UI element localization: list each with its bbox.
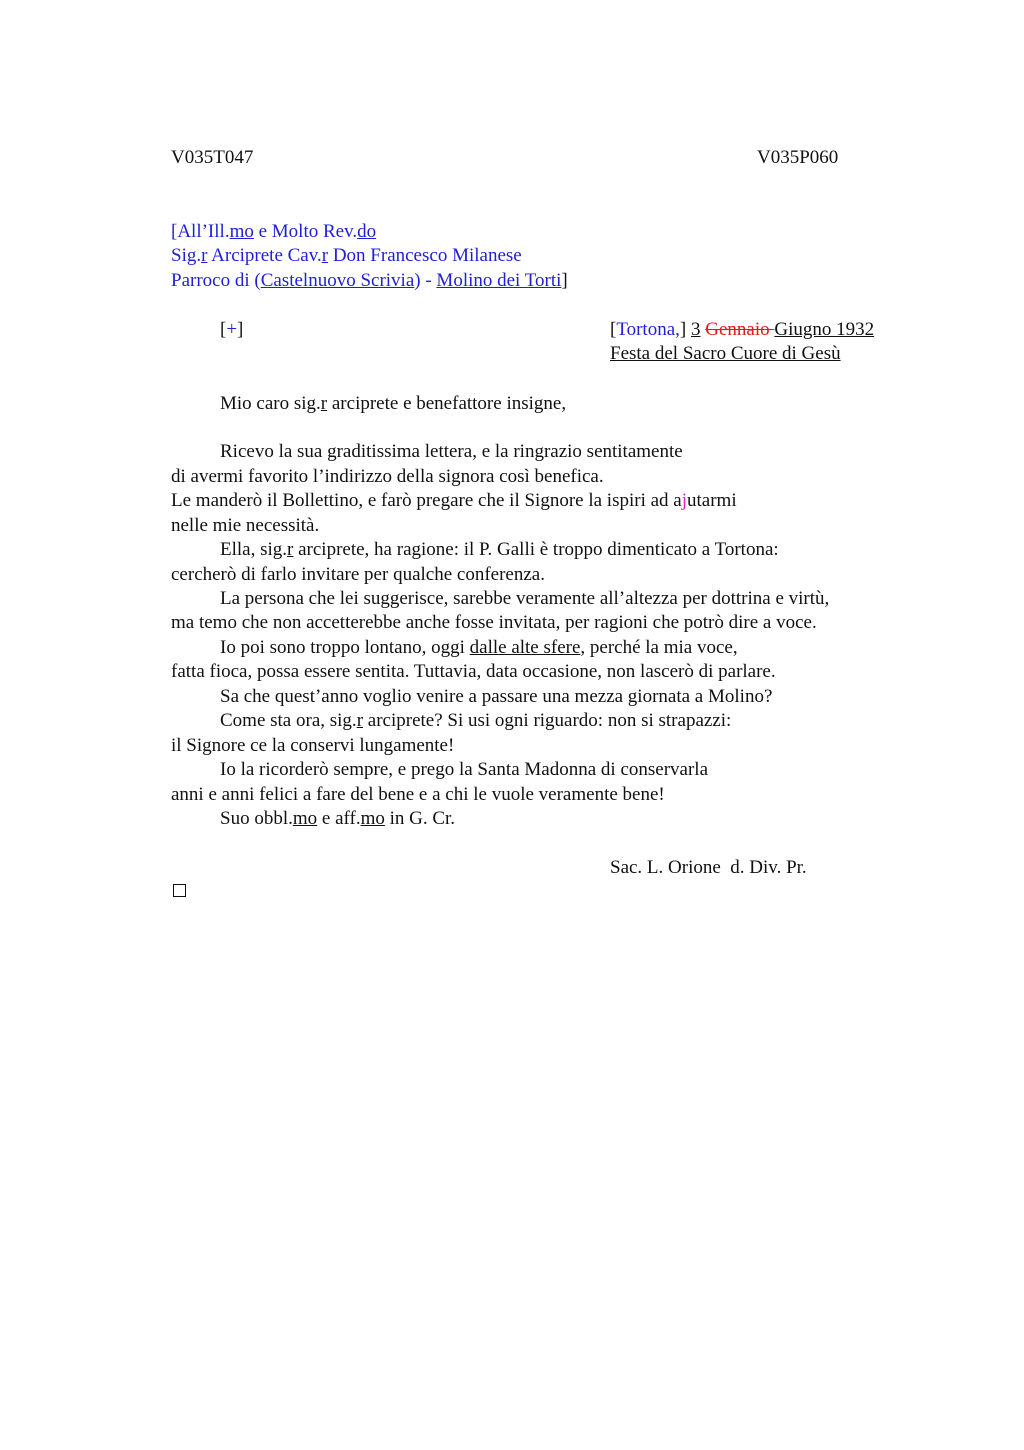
body-text: Le manderò il Bollettino, e farò pregare che il Signore la ispiri ad a [171,490,682,511]
body-text: , perché la mia voce, [580,637,738,658]
greeting-text: Mio caro sig. [220,393,321,414]
body-text: Ella, sig. [220,539,288,560]
body-text: e aff. [317,808,361,829]
signature: Sac. L. Orione d. Div. Pr. [610,857,807,878]
end-marker-box-icon [173,884,186,897]
body-line: La persona che lei suggerisce, sarebbe veramente all’altezza per dottrina e virtù, [220,588,830,609]
body-line: Ricevo la sua graditissima lettera, e la ringrazio sentitamente [220,441,683,462]
address-abbr: r [201,245,208,266]
cross-icon: + [226,319,238,340]
body-emphasis: dalle alte sfere [469,637,581,658]
body-abbr: r [287,539,294,560]
address-text: Parroco di ( [171,270,261,291]
body-line [220,636,738,660]
date-month-year: Giugno 1932 [774,319,875,340]
address-line-2 [171,244,522,268]
bracket: ] [679,319,691,340]
body-line: ma temo che non accetterebbe anche fosse invitata, per ragioni che potrò dire a voce. [171,612,817,633]
body-text: Come sta ora, sig. [220,710,357,731]
bracket: ] [237,319,244,340]
date-day: 3 [690,319,701,340]
body-text: in G. Cr. [384,808,456,829]
body-line: Sa che quest’anno voglio venire a passare una mezza giornata a Molino? [220,686,773,707]
struck-month: Gennaio [705,319,775,340]
bracket: [ [610,319,617,340]
body-abbr: r [356,710,364,731]
document-code-right: V035P060 [757,147,839,168]
address-line-3 [171,269,568,293]
address-place-link: Molino dei Torti [436,270,562,291]
closing-line [220,807,455,831]
address-line-1 [171,220,376,244]
body-text: Io poi sono troppo lontano, oggi [220,637,470,658]
address-bracket: ] [561,270,568,291]
body-abbr: mo [292,808,318,829]
body-line: nelle mie necessità. [171,515,320,536]
body-line: il Signore ce la conservi lungamente! [171,735,455,756]
greeting [220,392,566,416]
body-line: Io la ricorderò sempre, e prego la Santa Madonna di conservarla [220,759,708,780]
body-line: fatta fioca, possa essere sentita. Tuttavia, data occasione, non lascerò di parlare. [171,661,776,682]
address-place-link: Castelnuovo Scrivia [260,270,415,291]
address-text: Arciprete Cav. [207,245,322,266]
body-text: arciprete, ha ragione: il P. Galli è troppo dimenticato a Tortona: [293,539,779,560]
body-text: arciprete? Si usi ogni riguardo: non si strapazzi: [363,710,732,731]
address-abbr: mo [229,221,254,242]
body-abbr: mo [360,808,385,829]
body-text: utarmi [687,490,737,511]
cross-mark [220,318,243,342]
address-text: ) - [414,270,437,291]
greeting-text: arciprete e benefattore insigne, [327,393,567,414]
body-line [220,709,731,733]
date-place: Tortona, [616,319,680,340]
body-line [220,538,779,562]
document-code-left: V035T047 [171,147,254,168]
corrected-letter: j [681,490,687,511]
address-abbr: r [321,245,329,266]
bracket: [ [220,319,227,340]
address-text: [All’Ill. [171,221,230,242]
address-text: Don Francesco Milanese [328,245,522,266]
address-abbr: do [357,221,377,242]
feast-day: Festa del Sacro Cuore di Gesù [610,343,841,364]
greeting-abbr: r [320,393,328,414]
body-line: anni e anni felici a fare del bene e a chi le vuole veramente bene! [171,784,665,805]
dateline [610,318,874,342]
body-line: cercherò di farlo invitare per qualche conferenza. [171,564,545,585]
body-text: Suo obbl. [220,808,293,829]
body-line [171,489,737,513]
address-text: e Molto Rev. [253,221,358,242]
address-text: Sig. [171,245,202,266]
body-line: di avermi favorito l’indirizzo della signora così benefica. [171,466,604,487]
